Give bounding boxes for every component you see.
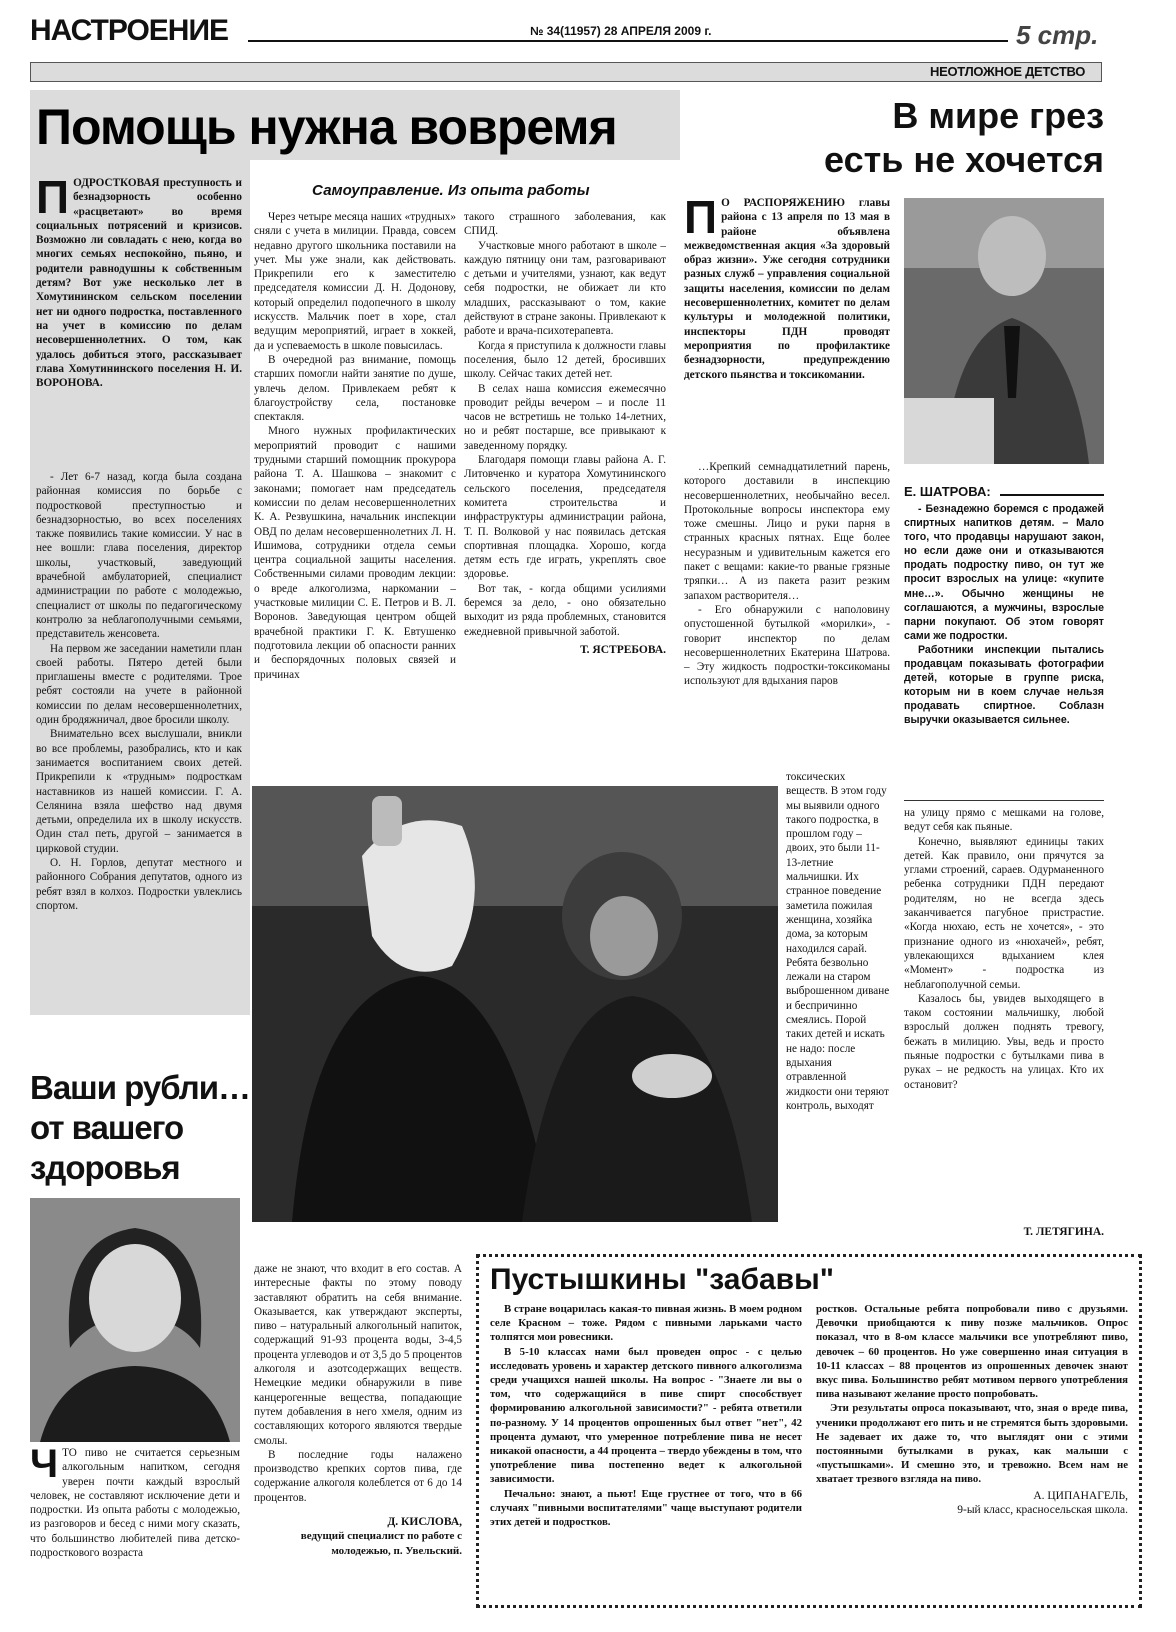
article2-dropcap: П [684, 191, 718, 243]
header-rule [248, 40, 1008, 42]
article2-body2: на улицу прямо с мешками на голове, ведут себя как пьяные. Конечно, выявляют единицы таких детей. Как правило, они прячутся за углами строений, сараев. Одурманенного ребенка сотрудники ПДН передают родителям, но не всегда здесь заканчивается пагубное пристрастие. «Когда нюхаю, есть не хочется», - это признание одного из «нюхачей», ребят, увлекающихся вдыханием клея «Момент» - подростка из неблагополучной семьи. Казалось бы, увидев выходящего в таком состоянии мальчишку, любой взрослый должен поднять тревогу, бежать в милицию. Увы, ведь и просто пьяные подростки с бутылками пива в руках – не редкость на улицах. Кто их остановит? [904, 807, 1104, 1091]
article1-signature: Т. ЯСТРЕБОВА. [580, 643, 666, 656]
article3-signature-title: ведущий специалист по работе с молодежью, п. Увельский. [300, 1530, 462, 1557]
article1-col3: такого страшного заболевания, как СПИД. Участковые много работают в школе – каждую пятницу они там, разговаривают с детьми и учителями, узнают, как ведут себя подростки, не обижает ли кто младших, рассказывают о том, какие действуют в стране законы. Привлекают к работе и врача-психотерапевта. Когда я приступила к должности главы поселения, было 12 детей, бросивших школу. Сейчас таких детей нет. В селах наша комиссия ежемесячно проводит рейды вечером – и после 11 часов не встретишь не только 14-летних, но и ребят постарше, все привыкают к заведенному порядку. Благодаря помощи главы района А. Г. Литовченко и куратора Хомутининского сельского поселения, председателя комитета строительства и инфраструктуры администрации района, Т. П. Волковой у нас появилась детская спортивная площадка. Хорошо, когда детям есть где играть, укреплять свое здоровье. Вот так, - когда общими усилиями беремся за дело, - оно обязательно выходит из ряда проблемных, становится ежедневной привычной заботой. Т. ЯСТРЕБОВА. [464, 211, 666, 656]
article3-title-line1: Ваши рубли… [30, 1069, 251, 1106]
article3-signature: Д. КИСЛОВА, [387, 1516, 462, 1529]
quote-name: Е. ШАТРОВА: [904, 484, 991, 499]
article1-col2: Через четыре месяца наших «трудных» сняли с учета в милиции. Правда, совсем недавно другого школьника поставили на учет. Мы уже знали, как действовать. Прикрепили его к заместителю председателя комиссии Д. Н. Додонову, который определил подопечного в школу искусств. Мальчик поет в хоре, стал ведущим мероприятий, играет в хоккей, да и успеваемость в школе повысилась. В очередной раз внимание, помощь старших помогли найти занятие по душе, увлечь делом. Привлекаем ребят к благоустройству села, постановке спектакля. Много нужных профилактических мероприятий проводит с нашими трудными старший помощник прокурора района Т. А. Шашкова – знакомит с законами; помогает нам председатель комиссии по делам несовершеннолетних К. А. Резвушкина, начальник инспекции ОВД по делам несовершеннолетних Л. Н. Ишимова, сотрудники отдела семьи центра социальной защиты населения. Собственными силами проводим лекции: о вреде алкоголизма, наркомании – участковые милиции С. Е. Петров и В. Л. Воронов. Заведующая центром общей врачебной практики Г. К. Евтушенко подготовила лекции об опасности ранних и беспорядочных половых связей и причинах [254, 211, 456, 681]
article3-col2: даже не знают, что входит в его состав. А интересные факты по этому поводу заставляют обратить на себя внимание. Оказывается, как утверждают эксперты, пиво – натуральный алкогольный напиток, содержащий 91-93 процента воды, 3-4,5 процента углеводов и от 3,5 до 5 процентов алкоголя и азотсодержащих веществ. Немецкие медики обнаружили в пиве канцерогенные вещества, попадающие путем добавления в него хмеля, одним из составляющих которого являются твердые смолы. В последние годы налажено производство крепких сортов пива, где содержание алкоголя колеблется от 6 до 14 процентов. Д. КИСЛОВА, ведущий специалист по работе с молодежью, п. Увельский. [254, 1263, 462, 1557]
article2-title-line1: В мире грез [892, 95, 1104, 136]
article1-dropcap: П [36, 171, 70, 223]
article2-title-line2: есть не хочется [824, 139, 1104, 180]
quote-underline [904, 800, 1104, 801]
article2-signature: Т. ЛЕТЯГИНА. [1023, 1226, 1104, 1238]
article2-lead: П О РАСПОРЯЖЕНИЮ главы района с 13 апреля по 13 мая в районе объявлена межведомственная акция «За здоровый образ жизни». Уже сегодня сотрудники разных служб – управления социальной защиты населения, комиссии по делам несовершеннолетних, комитет по делам культуры и молодежной политики, инспекторы ПДН проводят мероприятия по профилактике безнадзорности, предупреждению детского пьянства и токсикомании. [684, 191, 890, 381]
rubric-label: НЕОТЛОЖНОЕ ДЕТСТВО [930, 64, 1086, 79]
article1-title: Помощь нужна вовремя [36, 99, 617, 155]
article3-dropcap: Ч [30, 1442, 59, 1486]
quote-name-rule [1000, 494, 1104, 496]
article3-title-line2: от вашего [30, 1109, 184, 1146]
article2-quote: - Безнадежно боремся с продажей спиртных напитков детям. – Мало того, что продавцы нарушают закон, но если даже они и отказываются продать подростку пиво, он тут же просит взрослых на улице: «купите мне…». Обычно женщины не соглашаются, а мужчины, взрослые парни покупают. Об этом говорят сами же подростки. Работники инспекции пытались продавцам показывать фотографии детей, которые в группе риска, которым ни в коем случае нельзя продавать спиртное. Соблазн выручки оказывается сильнее. [904, 503, 1104, 727]
author-photo [30, 1198, 240, 1442]
article3-title-line3: здоровья [30, 1149, 180, 1186]
issue-date: № 34(11957) 28 АПРЕЛЯ 2009 г. [526, 24, 715, 38]
section-title: НАСТРОЕНИЕ [30, 14, 229, 47]
article1-lead: ПОДРОСТКОВАЯ преступность и безнадзорность особенно «расцветают» во время социальных потрясений и кризисов. Возможно ли совладать с нею, когда во многих семьях неспокойно, пьяно, и родители равнодушны к собственным детям? Вот уже несколько лет в Хомутининском сельском поселении нет ни одного подростка, поставленного на учет в комиссию по делам несовершеннолетних. О том, как удалось добиться этого, рассказывает глава Хомутининского поселения Н. И. ВОРОНОВА. [36, 171, 242, 390]
article4-col1: В стране воцарилась какая-то пивная жизнь. В моем родном селе Красном – тоже. Рядом с пивными ларьками часто толпятся мои ровесники. В 5-10 классах нами был проведен опрос - с целью исследовать уровень и характер детского пивного алкоголизма среди учащихся нашей школы. На вопрос - "Знаете ли вы о том, что содержащийся в пиве спирт способствует формированию алкогольной зависимости?" - ребята ответили по-разному. У 14 процентов опрошенных был ответ "нет", 42 процента думают, что умеренное потребление пива не несет никакой опасности, а 44 процента – твердо убеждены в том, что употребление пива постепенно ведет к алкогольной зависимости. Печально: знают, а пьют! Еще грустнее от того, что в 66 случаях "пивными воспитателями" чаще выступают родители этих детей и подростков. [490, 1303, 802, 1529]
article4-col2: ростков. Остальные ребята попробовали пиво с друзьями. Девочки приобщаются к пиву позже мальчиков. Опрос показал, что в 8-ом классе мальчики все употребляют пиво, девочек – 60 процентов. Но уже совершенно иная ситуация в 10-11 классах – 88 процентов из опрошенных девочек знают вкус пива. Большинство ребят мотивом первого употребления пива называют желание просто попробовать. Эти результаты опроса показывают, что, зная о вреде пива, ученики продолжают его пить и не стремятся быть здоровыми. Не задевает их даже то, что выглядят они с этими постоянными бутылками в руках, как малыши с «пустышками». И смешно это, и тревожно. Всем нам не хватает трезвого взгляда на пиво. А. ЦИПАНАГЕЛЬ, 9-ый класс, красносельская школа. [816, 1303, 1128, 1516]
article4-title: Пустышкины "забавы" [490, 1263, 834, 1296]
article2-body1: …Крепкий семнадцатилетний парень, которого доставили в инспекцию несовершеннолетних, необычайно весел. Протокольные вопросы инспектора ему тоже смешны. Лицо и руки парня в странных красных пятнах. Еще более несуразным и удивительным кажется его пакет с вещами: какие-то рваные грязные тряпки… А из пакета разит резким запахом растворителя… - Его обнаружили с наполовину опустошенной бутылкой «морилки», - говорит инспектор по делам несовершеннолетних Екатерина Шатрова. – Эту жидкость подростки-токсикоманы используют для вдыхания паров [684, 461, 890, 688]
article4-signature-title: 9-ый класс, красносельская школа. [957, 1503, 1128, 1516]
page-number: 5 стр. [1016, 20, 1099, 50]
teenagers-photo [252, 786, 778, 1222]
inspector-photo [904, 198, 1104, 464]
article3-col1: ЧТО пиво не считается серьезным алкогольным напитком, сегодня уверен почти каждый взрослый человек, не составляют исключение дети и подростки. Из опыта работы с молодежью, из разговоров и бесед с ними могу сказать, что большинство любителей пива детско-подросткового возраста [30, 1442, 240, 1560]
article1-kicker: Самоуправление. Из опыта работы [312, 182, 590, 199]
article1-col1: - Лет 6-7 назад, когда была создана районная комиссия по борьбе с подростковой преступностью и безнадзорностью, во всех поселениях также появились такие комиссии. У нас в нее вошли: глава поселения, директор школы, участковый, заведующий врачебной амбулаторией, специалист администрации по работе с молодежью, специалист от школы по педагогическому контролю за неблагополучными семьями, представитель женсовета. На первом же заседании наметили план своей работы. Пятеро детей были приглашены вместе с родителями. Трое ребят состояли на учете в районной комиссии по делам несовершеннолетних, один бродяжничал, двое бросили школу. Внимательно всех выслушали, вникли во все проблемы, разобрались, кто и как занимается воспитанием своих детей. Прикрепили к «трудным» подросткам наставников из нашей комиссии. Г. А. Селянина взяла шефство над двумя детьми, определила их в школу искусств. Один стал петь, другой – занимается в цирковой студии. О. Н. Горлов, депутат местного и районного Собрания депутатов, одного из ребят взял в колхоз. Подростки увлеклись спортом. [36, 471, 242, 912]
article4-signature: А. ЦИПАНАГЕЛЬ, [1033, 1489, 1128, 1502]
article2-body-narrow: токсических веществ. В этом году мы выявили одного такого подростка, в прошлом году – двоих, это были 11-13-летние мальчишки. Их странное поведение заметила пожилая женщина, хозяйка дома, за которым находился сарай. Ребята безвольно лежали на старом выброшенном диване и беспричинно смеялись. Порой таких детей и искать не надо: после вдыхания отравленной жидкости они теряют контроль, выходят [786, 771, 890, 1112]
